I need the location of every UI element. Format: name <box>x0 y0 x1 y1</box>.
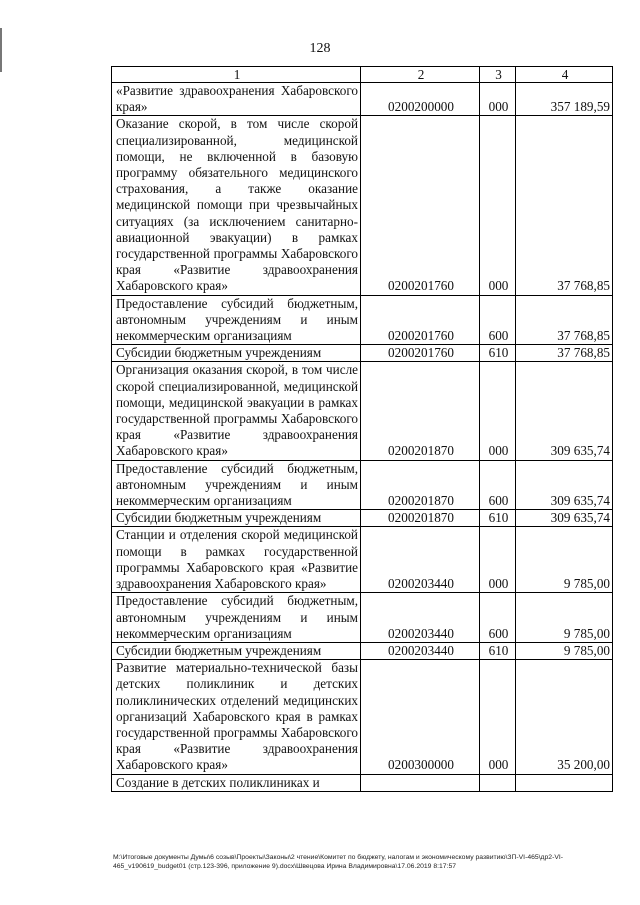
row-expense-type: 610 <box>480 510 516 527</box>
header-col-3: 3 <box>480 67 516 83</box>
row-expense-type: 000 <box>480 660 516 774</box>
row-description: Предоставление субсидий бюджетным, автономным учреждениям и иным некоммерческим организациям <box>112 295 361 345</box>
row-expense-type: 600 <box>480 460 516 510</box>
row-description: Субсидии бюджетным учреждениям <box>112 642 361 659</box>
row-code: 0200300000 <box>361 660 480 774</box>
row-amount <box>516 774 613 791</box>
table-row <box>112 593 613 643</box>
table-row <box>112 642 613 659</box>
table-row <box>112 362 613 460</box>
row-amount: 357 189,59 <box>516 83 613 116</box>
row-code: 0200203440 <box>361 527 480 593</box>
row-amount: 309 635,74 <box>516 510 613 527</box>
row-expense-type: 610 <box>480 642 516 659</box>
table-row <box>112 345 613 362</box>
page-number: 128 <box>309 41 331 56</box>
header-col-2: 2 <box>361 67 480 83</box>
table-row <box>112 527 613 593</box>
table-row <box>112 116 613 295</box>
table-row <box>112 295 613 345</box>
row-code: 0200201870 <box>361 362 480 460</box>
budget-table <box>111 66 613 792</box>
row-description: Предоставление субсидий бюджетным, автономным учреждениям и иным некоммерческим организациям <box>112 593 361 643</box>
row-description: Предоставление субсидий бюджетным, автономным учреждениям и иным некоммерческим организациям <box>112 460 361 510</box>
table-row <box>112 660 613 774</box>
row-description: Станции и отделения скорой медицинской помощи в рамках государственной программы Хабаровского края «Развитие здравоохранения Хабаровского края» <box>112 527 361 593</box>
row-code: 0200200000 <box>361 83 480 116</box>
table-header-row <box>112 67 613 83</box>
row-code: 0200201870 <box>361 510 480 527</box>
row-description: Создание в детских поликлиниках и <box>112 774 361 791</box>
row-amount: 309 635,74 <box>516 362 613 460</box>
row-description: Субсидии бюджетным учреждениям <box>112 345 361 362</box>
row-description: Организация оказания скорой, в том числе скорой специализированной, медицинской помощи, медицинской эвакуации в рамках государственной программы Хабаровского края «Развитие здравоохранения Хабаровского края» <box>112 362 361 460</box>
file-path-footer: M:\Итоговые документы Думы\6 созыв\Проекты\Законы\2 чтение\Комитет по бюджету, налогам и экономическому развитию\ЗП-VI-465\др2-VI-465_v190619_budget01 (стр.123-396, приложение 9).docx\Швецова Ирина Владимировна\17.06.2019 8:17:57 <box>113 854 564 870</box>
header-col-1: 1 <box>112 67 361 83</box>
row-code: 0200201760 <box>361 295 480 345</box>
row-amount: 37 768,85 <box>516 116 613 295</box>
row-expense-type: 000 <box>480 116 516 295</box>
row-amount: 37 768,85 <box>516 295 613 345</box>
row-amount: 9 785,00 <box>516 593 613 643</box>
table-row <box>112 460 613 510</box>
row-code: 0200201870 <box>361 460 480 510</box>
row-description: Развитие материально-технической базы детских поликлиник и детских поликлинических отделений медицинских организаций Хабаровского края в рамках государственной программы Хабаровского края «Развитие здравоохранения Хабаровского края» <box>112 660 361 774</box>
row-expense-type <box>480 774 516 791</box>
row-code: 0200201760 <box>361 345 480 362</box>
row-expense-type: 000 <box>480 527 516 593</box>
row-amount: 309 635,74 <box>516 460 613 510</box>
row-code <box>361 774 480 791</box>
row-expense-type: 610 <box>480 345 516 362</box>
row-description: Субсидии бюджетным учреждениям <box>112 510 361 527</box>
table-row <box>112 83 613 116</box>
row-code: 0200201760 <box>361 116 480 295</box>
table-row <box>112 774 613 791</box>
row-code: 0200203440 <box>361 642 480 659</box>
row-amount: 9 785,00 <box>516 527 613 593</box>
row-expense-type: 000 <box>480 362 516 460</box>
row-description: Оказание скорой, в том числе скорой специализированной, медицинской помощи, не включенной в базовую программу обязательного медицинского страхования, а также оказание медицинской помощи при чрезвычайных ситуациях (за исключением санитарно-авиационной эвакуации) в рамках государственной программы Хабаровского края «Развитие здравоохранения Хабаровского края» <box>112 116 361 295</box>
row-expense-type: 000 <box>480 83 516 116</box>
row-description: «Развитие здравоохранения Хабаровского края» <box>112 83 361 116</box>
row-amount: 37 768,85 <box>516 345 613 362</box>
row-expense-type: 600 <box>480 295 516 345</box>
table-row <box>112 510 613 527</box>
row-expense-type: 600 <box>480 593 516 643</box>
row-code: 0200203440 <box>361 593 480 643</box>
row-amount: 9 785,00 <box>516 642 613 659</box>
header-col-4: 4 <box>516 67 613 83</box>
row-amount: 35 200,00 <box>516 660 613 774</box>
